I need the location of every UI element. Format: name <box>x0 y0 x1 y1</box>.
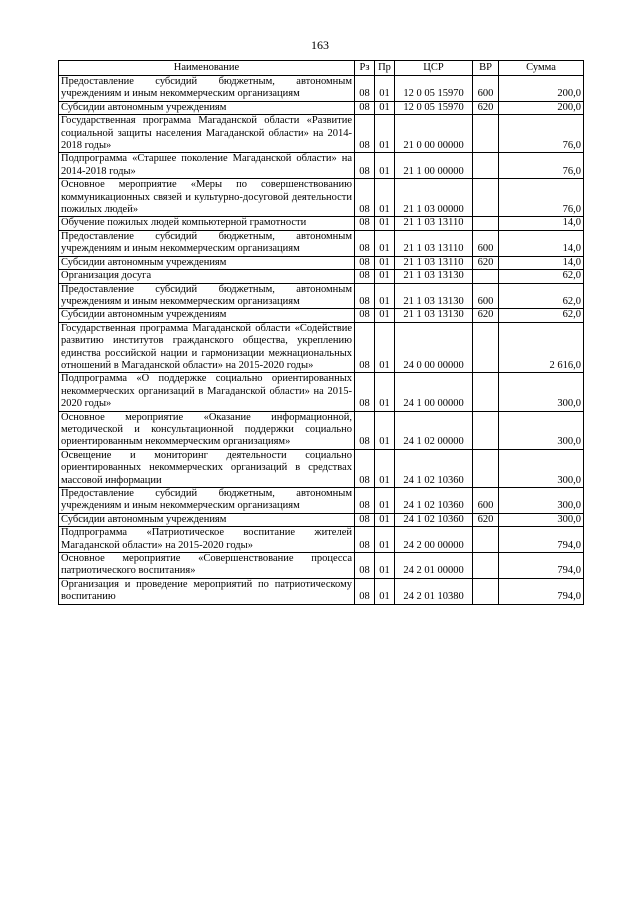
row-name: Основное мероприятие «Меры по совершенствованию коммуникационных связей и культурно-досуговой деятельности пожилых людей» <box>59 179 355 217</box>
row-csr: 24 1 02 10360 <box>395 449 473 487</box>
row-rz: 08 <box>355 449 375 487</box>
table-row <box>59 488 584 514</box>
row-vr <box>473 578 499 604</box>
row-csr: 21 1 03 13130 <box>395 270 473 283</box>
row-csr: 24 1 02 10360 <box>395 513 473 526</box>
row-csr: 21 1 03 13110 <box>395 230 473 256</box>
row-rz: 08 <box>355 322 375 373</box>
table-row <box>59 230 584 256</box>
row-pr: 01 <box>375 513 395 526</box>
row-rz: 08 <box>355 283 375 309</box>
table-row <box>59 527 584 553</box>
row-vr <box>473 115 499 153</box>
row-sum: 300,0 <box>499 373 584 411</box>
table-row <box>59 256 584 269</box>
row-name: Субсидии автономным учреждениям <box>59 101 355 114</box>
header-sum: Сумма <box>499 61 584 76</box>
row-name: Организация и проведение мероприятий по патриотическому воспитанию <box>59 578 355 604</box>
row-vr: 620 <box>473 513 499 526</box>
row-rz: 08 <box>355 527 375 553</box>
table-row <box>59 101 584 114</box>
row-name: Подпрограмма «Патриотическое воспитание жителей Магаданской области» на 2015-2020 годы» <box>59 527 355 553</box>
row-rz: 08 <box>355 578 375 604</box>
row-pr: 01 <box>375 309 395 322</box>
row-pr: 01 <box>375 411 395 449</box>
row-csr: 12 0 05 15970 <box>395 101 473 114</box>
row-vr: 620 <box>473 256 499 269</box>
row-pr: 01 <box>375 115 395 153</box>
table-header-row <box>59 61 584 76</box>
row-sum: 62,0 <box>499 309 584 322</box>
row-name: Субсидии автономным учреждениям <box>59 309 355 322</box>
budget-table <box>58 60 584 605</box>
row-csr: 21 1 03 13130 <box>395 309 473 322</box>
row-rz: 08 <box>355 76 375 102</box>
row-pr: 01 <box>375 230 395 256</box>
table-row <box>59 179 584 217</box>
row-csr: 24 2 00 00000 <box>395 527 473 553</box>
header-rz: Рз <box>355 61 375 76</box>
row-vr <box>473 270 499 283</box>
row-rz: 08 <box>355 411 375 449</box>
row-rz: 08 <box>355 230 375 256</box>
row-rz: 08 <box>355 101 375 114</box>
table-row <box>59 76 584 102</box>
table-row <box>59 578 584 604</box>
row-sum: 794,0 <box>499 527 584 553</box>
row-csr: 24 1 00 00000 <box>395 373 473 411</box>
header-name: Наименование <box>59 61 355 76</box>
row-csr: 21 0 00 00000 <box>395 115 473 153</box>
row-pr: 01 <box>375 270 395 283</box>
row-vr <box>473 411 499 449</box>
table-row <box>59 513 584 526</box>
row-pr: 01 <box>375 217 395 230</box>
row-name: Государственная программа Магаданской области «Развитие социальной защиты населения Магаданской области» на 2014-2018 годы» <box>59 115 355 153</box>
row-csr: 21 1 03 00000 <box>395 179 473 217</box>
row-vr <box>473 527 499 553</box>
row-csr: 21 1 00 00000 <box>395 153 473 179</box>
row-sum: 62,0 <box>499 270 584 283</box>
row-name: Освещение и мониторинг деятельности социально ориентированных некоммерческих организаций в средствах массовой информации <box>59 449 355 487</box>
row-vr <box>473 179 499 217</box>
row-vr: 620 <box>473 309 499 322</box>
row-pr: 01 <box>375 449 395 487</box>
row-pr: 01 <box>375 101 395 114</box>
row-rz: 08 <box>355 488 375 514</box>
row-vr <box>473 153 499 179</box>
row-rz: 08 <box>355 309 375 322</box>
row-name: Основное мероприятие «Совершенствование процесса патриотического воспитания» <box>59 553 355 579</box>
row-csr: 24 2 01 00000 <box>395 553 473 579</box>
row-sum: 62,0 <box>499 283 584 309</box>
row-csr: 12 0 05 15970 <box>395 76 473 102</box>
table-row <box>59 553 584 579</box>
row-pr: 01 <box>375 553 395 579</box>
table-row <box>59 115 584 153</box>
row-sum: 200,0 <box>499 76 584 102</box>
table-row <box>59 153 584 179</box>
row-rz: 08 <box>355 270 375 283</box>
table-row <box>59 411 584 449</box>
row-vr: 600 <box>473 76 499 102</box>
row-name: Основное мероприятие «Оказание информационной, методической и консультационной поддержки социально ориентированным некоммерческим организациям» <box>59 411 355 449</box>
row-sum: 14,0 <box>499 256 584 269</box>
row-pr: 01 <box>375 322 395 373</box>
table-row <box>59 373 584 411</box>
row-rz: 08 <box>355 256 375 269</box>
row-vr <box>473 553 499 579</box>
row-name: Предоставление субсидий бюджетным, автономным учреждениям и иным некоммерческим организациям <box>59 76 355 102</box>
row-rz: 08 <box>355 179 375 217</box>
row-csr: 21 1 03 13130 <box>395 283 473 309</box>
table-row <box>59 217 584 230</box>
row-name: Обучение пожилых людей компьютерной грамотности <box>59 217 355 230</box>
row-sum: 300,0 <box>499 513 584 526</box>
row-pr: 01 <box>375 153 395 179</box>
row-rz: 08 <box>355 513 375 526</box>
row-sum: 200,0 <box>499 101 584 114</box>
row-sum: 14,0 <box>499 230 584 256</box>
row-rz: 08 <box>355 115 375 153</box>
table-row <box>59 270 584 283</box>
row-csr: 24 2 01 10380 <box>395 578 473 604</box>
row-name: Подпрограмма «Старшее поколение Магаданской области» на 2014-2018 годы» <box>59 153 355 179</box>
row-pr: 01 <box>375 283 395 309</box>
table-row <box>59 309 584 322</box>
row-name: Подпрограмма «О поддержке социально ориентированных некоммерческих организаций в Магаданской области» на 2015-2020 годы» <box>59 373 355 411</box>
row-pr: 01 <box>375 256 395 269</box>
row-csr: 21 1 03 13110 <box>395 217 473 230</box>
row-name: Предоставление субсидий бюджетным, автономным учреждениям и иным некоммерческим организациям <box>59 230 355 256</box>
row-vr <box>473 449 499 487</box>
header-csr: ЦСР <box>395 61 473 76</box>
row-vr: 600 <box>473 230 499 256</box>
header-vr: ВР <box>473 61 499 76</box>
row-csr: 24 1 02 10360 <box>395 488 473 514</box>
row-csr: 24 0 00 00000 <box>395 322 473 373</box>
row-sum: 76,0 <box>499 115 584 153</box>
row-vr: 620 <box>473 101 499 114</box>
row-sum: 2 616,0 <box>499 322 584 373</box>
row-name: Субсидии автономным учреждениям <box>59 256 355 269</box>
table-row <box>59 322 584 373</box>
row-vr <box>473 373 499 411</box>
table-row <box>59 283 584 309</box>
row-pr: 01 <box>375 488 395 514</box>
row-sum: 794,0 <box>499 578 584 604</box>
row-name: Предоставление субсидий бюджетным, автономным учреждениям и иным некоммерческим организациям <box>59 488 355 514</box>
row-sum: 76,0 <box>499 153 584 179</box>
row-sum: 76,0 <box>499 179 584 217</box>
row-rz: 08 <box>355 153 375 179</box>
row-pr: 01 <box>375 179 395 217</box>
row-pr: 01 <box>375 527 395 553</box>
table-row <box>59 449 584 487</box>
row-sum: 794,0 <box>499 553 584 579</box>
row-pr: 01 <box>375 373 395 411</box>
row-vr: 600 <box>473 488 499 514</box>
row-name: Организация досуга <box>59 270 355 283</box>
row-csr: 24 1 02 00000 <box>395 411 473 449</box>
row-csr: 21 1 03 13110 <box>395 256 473 269</box>
header-pr: Пр <box>375 61 395 76</box>
row-vr <box>473 322 499 373</box>
row-vr: 600 <box>473 283 499 309</box>
row-pr: 01 <box>375 578 395 604</box>
row-sum: 300,0 <box>499 411 584 449</box>
row-sum: 300,0 <box>499 449 584 487</box>
row-vr <box>473 217 499 230</box>
row-name: Предоставление субсидий бюджетным, автономным учреждениям и иным некоммерческим организациям <box>59 283 355 309</box>
row-rz: 08 <box>355 553 375 579</box>
row-name: Государственная программа Магаданской области «Содействие развитию институтов гражданского общества, укреплению единства российской нации и гармонизации межнациональных отношений в Магаданской области» на 2015-2020 годы» <box>59 322 355 373</box>
row-rz: 08 <box>355 373 375 411</box>
row-sum: 14,0 <box>499 217 584 230</box>
row-sum: 300,0 <box>499 488 584 514</box>
row-name: Субсидии автономным учреждениям <box>59 513 355 526</box>
row-rz: 08 <box>355 217 375 230</box>
page-number: 163 <box>311 38 329 52</box>
row-pr: 01 <box>375 76 395 102</box>
